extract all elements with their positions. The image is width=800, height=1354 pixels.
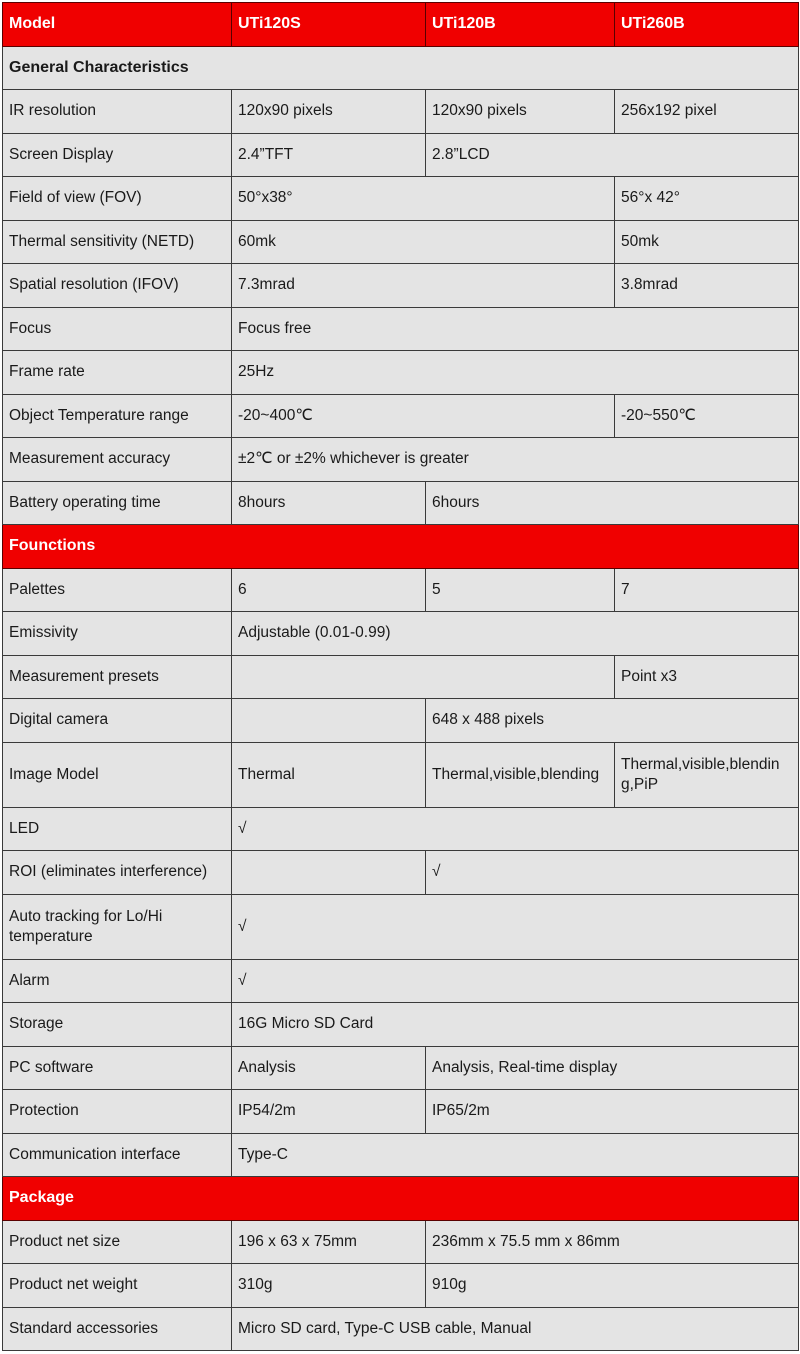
- cell-uti120s: 120x90 pixels: [232, 90, 426, 134]
- row-label: Image Model: [3, 742, 232, 807]
- row-label: IR resolution: [3, 90, 232, 134]
- cell-uti260b: 256x192 pixel: [615, 90, 799, 134]
- table-row: [3, 394, 799, 438]
- section-title-functions: Founctions: [3, 525, 799, 569]
- row-label: Product net weight: [3, 1264, 232, 1308]
- table-row: [3, 742, 799, 807]
- cell-uti260b: 7: [615, 568, 799, 612]
- cell-uti120s-uti120b: 60mk: [232, 220, 615, 264]
- cell-uti120b-uti260b: 910g: [426, 1264, 799, 1308]
- header-uti260b: UTi260B: [615, 3, 799, 47]
- header-row: [3, 3, 799, 47]
- spec-table: [2, 2, 799, 1351]
- cell-uti120b: Thermal,visible,blending: [426, 742, 615, 807]
- table-row: [3, 1090, 799, 1134]
- cell-all-models: √: [232, 894, 799, 959]
- table-row: [3, 307, 799, 351]
- cell-all-models: ±2℃ or ±2% whichever is greater: [232, 438, 799, 482]
- cell-uti120s: Thermal: [232, 742, 426, 807]
- row-label: Standard accessories: [3, 1307, 232, 1351]
- row-label: Alarm: [3, 959, 232, 1003]
- cell-uti120s: 6: [232, 568, 426, 612]
- cell-uti120b-uti260b: 6hours: [426, 481, 799, 525]
- cell-uti120b-uti260b: 2.8”LCD: [426, 133, 799, 177]
- cell-uti120s-uti120b: -20~400℃: [232, 394, 615, 438]
- cell-uti120s: 2.4”TFT: [232, 133, 426, 177]
- row-label: Auto tracking for Lo/Hi temperature: [3, 894, 232, 959]
- table-row: [3, 655, 799, 699]
- table-row: [3, 1133, 799, 1177]
- cell-uti260b: 3.8mrad: [615, 264, 799, 308]
- cell-uti120s: 196 x 63 x 75mm: [232, 1220, 426, 1264]
- section-title-package: Package: [3, 1177, 799, 1221]
- header-model: Model: [3, 3, 232, 47]
- cell-uti120s: Analysis: [232, 1046, 426, 1090]
- header-uti120b: UTi120B: [426, 3, 615, 47]
- row-label: Communication interface: [3, 1133, 232, 1177]
- cell-uti260b: Point x3: [615, 655, 799, 699]
- row-label: Battery operating time: [3, 481, 232, 525]
- cell-uti120s: [232, 699, 426, 743]
- table-row: [3, 481, 799, 525]
- section-row-package: [3, 1177, 799, 1221]
- cell-uti260b: -20~550℃: [615, 394, 799, 438]
- table-row: [3, 1046, 799, 1090]
- row-label: Field of view (FOV): [3, 177, 232, 221]
- cell-all-models: √: [232, 807, 799, 851]
- table-row: [3, 438, 799, 482]
- row-label: Storage: [3, 1003, 232, 1047]
- cell-all-models: √: [232, 959, 799, 1003]
- header-uti120s: UTi120S: [232, 3, 426, 47]
- section-row-functions: [3, 525, 799, 569]
- cell-uti120s-uti120b: 50°x38°: [232, 177, 615, 221]
- cell-uti120b-uti260b: 236mm x 75.5 mm x 86mm: [426, 1220, 799, 1264]
- section-row-general: [3, 46, 799, 90]
- cell-all-models: Focus free: [232, 307, 799, 351]
- table-row: [3, 1307, 799, 1351]
- cell-uti120b-uti260b: Analysis, Real-time display: [426, 1046, 799, 1090]
- table-row: [3, 1003, 799, 1047]
- row-label: Screen Display: [3, 133, 232, 177]
- table-row: [3, 351, 799, 395]
- table-row: [3, 612, 799, 656]
- row-label: Protection: [3, 1090, 232, 1134]
- row-label: Palettes: [3, 568, 232, 612]
- table-row: [3, 90, 799, 134]
- cell-uti120b: 5: [426, 568, 615, 612]
- cell-all-models: Type-C: [232, 1133, 799, 1177]
- table-row: [3, 1264, 799, 1308]
- table-row: [3, 177, 799, 221]
- cell-uti260b: 56°x 42°: [615, 177, 799, 221]
- cell-uti120s: 310g: [232, 1264, 426, 1308]
- table-row: [3, 133, 799, 177]
- cell-all-models: Micro SD card, Type-C USB cable, Manual: [232, 1307, 799, 1351]
- row-label: ROI (eliminates interference): [3, 851, 232, 895]
- row-label: Thermal sensitivity (NETD): [3, 220, 232, 264]
- cell-uti120s: 8hours: [232, 481, 426, 525]
- table-row: [3, 851, 799, 895]
- cell-all-models: 16G Micro SD Card: [232, 1003, 799, 1047]
- table-row: [3, 959, 799, 1003]
- cell-uti260b: 50mk: [615, 220, 799, 264]
- section-title-general: General Characteristics: [3, 46, 799, 90]
- table-row: [3, 807, 799, 851]
- cell-uti260b: Thermal,visible,blending,PiP: [615, 742, 799, 807]
- row-label: Object Temperature range: [3, 394, 232, 438]
- row-label: Focus: [3, 307, 232, 351]
- row-label: PC software: [3, 1046, 232, 1090]
- cell-uti120s-uti120b: 7.3mrad: [232, 264, 615, 308]
- table-row: [3, 894, 799, 959]
- cell-uti120b-uti260b: IP65/2m: [426, 1090, 799, 1134]
- row-label: Emissivity: [3, 612, 232, 656]
- cell-uti120b-uti260b: 648 x 488 pixels: [426, 699, 799, 743]
- cell-uti120b: 120x90 pixels: [426, 90, 615, 134]
- table-row: [3, 1220, 799, 1264]
- row-label: LED: [3, 807, 232, 851]
- cell-all-models: 25Hz: [232, 351, 799, 395]
- row-label: Measurement presets: [3, 655, 232, 699]
- row-label: Frame rate: [3, 351, 232, 395]
- cell-uti120s: IP54/2m: [232, 1090, 426, 1134]
- table-row: [3, 699, 799, 743]
- row-label: Product net size: [3, 1220, 232, 1264]
- cell-all-models: Adjustable (0.01-0.99): [232, 612, 799, 656]
- row-label: Digital camera: [3, 699, 232, 743]
- table-row: [3, 220, 799, 264]
- row-label: Measurement accuracy: [3, 438, 232, 482]
- cell-uti120s: [232, 851, 426, 895]
- table-row: [3, 568, 799, 612]
- cell-uti120b-uti260b: √: [426, 851, 799, 895]
- table-row: [3, 264, 799, 308]
- row-label: Spatial resolution (IFOV): [3, 264, 232, 308]
- cell-uti120s-uti120b: [232, 655, 615, 699]
